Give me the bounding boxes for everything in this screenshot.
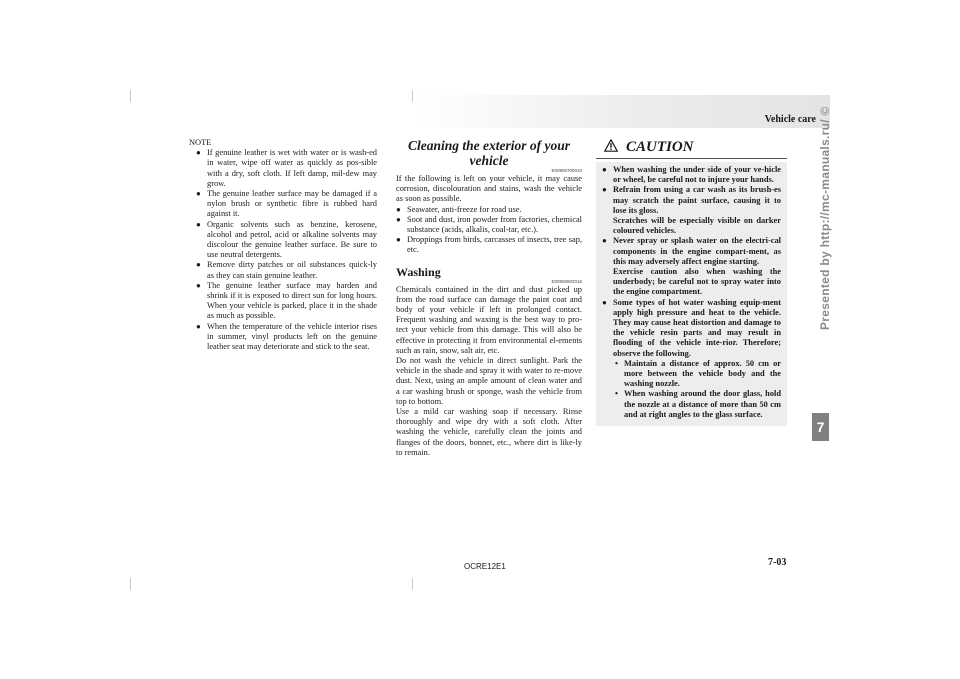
cleaning-column — [396, 138, 582, 458]
caution-box — [596, 162, 787, 426]
page-number: 7-03 — [768, 557, 787, 568]
caution-sublist — [613, 359, 781, 420]
caution-title: CAUTION — [626, 139, 694, 155]
list-item: ● Remove dirty patches or oil substances quick-ly as they can stain genuine leather. — [196, 260, 377, 280]
reference-code: E00900802016 — [551, 278, 582, 284]
list-item: ● Soot and dust, iron powder from factories, chemical substance (acids, alkalis, coal-tar, etc.). — [396, 215, 582, 235]
caution-item — [602, 236, 781, 297]
list-item: ● Seawater, anti-freeze for road use. — [396, 205, 582, 215]
caution-column — [596, 138, 787, 426]
list-item: ● The genuine leather surface may be damaged if a nylon brush or synthetic fibre is rubbed hard against it. — [196, 189, 377, 220]
crop-mark — [412, 578, 413, 590]
caution-list — [602, 165, 781, 420]
cleaning-title: Cleaning the exterior of your vehicle — [407, 138, 570, 168]
note-list — [196, 148, 377, 352]
crop-mark — [130, 578, 131, 590]
reference-code: E00900700010 — [551, 168, 582, 173]
chapter-tab: 7 — [812, 413, 829, 441]
paragraph: Do not wash the vehicle in direct sunlight. Park the vehicle in the shade and spray it with water to re-move dust. Next, using an ample amount of clean water and a car washing brush or sponge, wash the vehicle from top to bottom. — [396, 356, 582, 406]
list-item: ● The genuine leather surface may harden and shrink if it is exposed to direct sun for long hours. When your vehicle is parked, place it in the shade as much as possible. — [196, 281, 377, 322]
note-label: NOTE — [189, 138, 212, 147]
caution-item — [602, 298, 781, 420]
paragraph: Chemicals contained in the dirt and dust picked up from the road surface can damage the paint coat and body of your vehicle if left in prolonged contact. Frequent washing and waxing is the best way to pro-tect your vehicle from this damage. This will also be effective in protecting it from environmental el-ements such as rain, snow, salt air, etc. — [396, 284, 582, 355]
crop-mark — [130, 90, 131, 102]
caution-item — [602, 185, 781, 236]
document-code: OCRE12E1 — [464, 562, 506, 571]
list-item: ● Droppings from birds, carcasses of insects, tree sap, etc. — [396, 235, 582, 255]
caution-header — [596, 138, 787, 159]
caution-text: Never spray or splash water on the electri-cal components in the engine compart-ment, as this may adversely affect engine starting. — [613, 236, 781, 266]
section-title: Vehicle care — [764, 114, 816, 125]
caution-text: When washing the under side of your ve-hicle or wheel, be careful not to injure your hands. — [613, 165, 781, 185]
list-item: ● Organic solvents such as benzine, kerosene, alcohol and petrol, acid or alkaline solvents may discolour the genuine leather surface. Be sure to use neutral detergents. — [196, 220, 377, 261]
list-item: ● When the temperature of the vehicle interior rises in summer, vinyl products left on the genuine leather seat may deteriorate and stick to the seat. — [196, 322, 377, 353]
caution-item — [602, 165, 781, 185]
crop-mark — [412, 90, 413, 102]
intro-paragraph: If the following is left on your vehicle, it may cause corrosion, discolouration and stains, wash the vehicle as soon as possible. — [396, 174, 582, 204]
washing-title: Washing — [396, 264, 441, 279]
contaminant-list — [396, 205, 582, 256]
paragraph: Use a mild car washing soap if necessary. Rinse thoroughly and wipe dry with a soft cloth. After washing the vehicle, carefully clean the joints and flanges of the doors, bonnet, etc., where dirt is like-ly to remain. — [396, 407, 582, 457]
watermark: Presented by http://mc-manuals.ru/ © — [818, 106, 832, 330]
caution-extra: Scratches will be especially visible on darker coloured vehicles. — [613, 216, 781, 236]
caution-text: Refrain from using a car wash as its brush-es may scratch the paint surface, causing it to lose its gloss. — [613, 185, 781, 215]
sub-item: • When washing around the door glass, hold the nozzle at a distance of more than 50 cm and at right angles to the glass surface. — [613, 389, 781, 420]
warning-triangle-icon — [604, 139, 618, 152]
caution-extra: Exercise caution also when washing the underbody; be careful not to spray water into the engine compartment. — [613, 267, 781, 297]
note-column — [189, 138, 377, 352]
list-item: ● If genuine leather is wet with water or is wash-ed in water, wipe off water as quickly as pos-sible with a dry, soft cloth. If left damp, mil-dew may grow. — [196, 148, 377, 189]
caution-text: Some types of hot water washing equip-ment apply high pressure and heat to the vehicle. They may cause heat distortion and damage to the vehicle resin parts and may result in flooding of the vehicle inte-rior. Therefore; observe the following. — [613, 297, 781, 358]
sub-item: • Maintain a distance of approx. 50 cm or more between the vehicle body and the washing nozzle. — [613, 359, 781, 390]
